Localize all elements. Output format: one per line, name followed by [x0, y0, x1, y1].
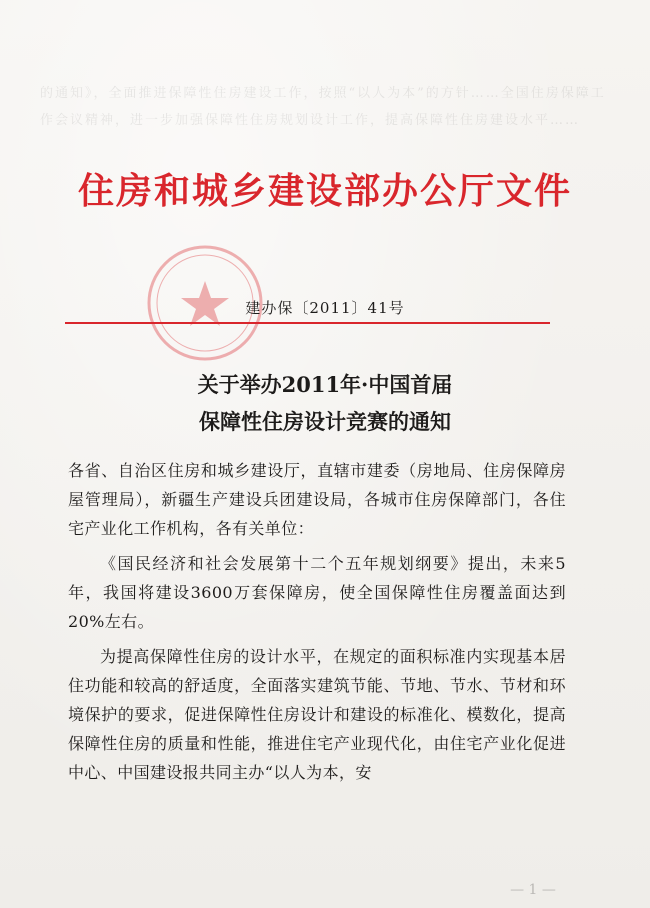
red-divider-line	[65, 322, 550, 324]
notice-title-line-2: 保障性住房设计竞赛的通知	[199, 409, 451, 434]
bleed-through-text: 的通知》，全面推进保障性住房建设工作，按照“以人为本”的方针……全国住房保障工作会议精神，进一步加强保障性住房规划设计工作，提高保障性住房建设水平……	[40, 86, 606, 128]
body-paragraph-1: 《国民经济和社会发展第十二个五年规划纲要》提出，未来5年，我国将建设3600万套保障房，使全国保障性住房覆盖面达到20%左右。	[68, 554, 566, 631]
page-number: — 1 —	[510, 882, 556, 898]
body-paragraph-2: 为提高保障性住房的设计水平，在规定的面积标准内实现基本居住功能和较高的舒适度，全面落实建筑节能、节地、节水、节材和环境保护的要求，促进保障性住房设计和建设的标准化、模数化，提高保障性住房的质量和性能，推进住宅产业现代化，由住宅产业化促进中心、中国建设报共同主办“以人为本，安	[68, 647, 566, 782]
addressee-paragraph: 各省、自治区住房和城乡建设厅，直辖市建委（房地局、住房保障房屋管理局），新疆生产建设兵团建设局，各城市住房保障部门，各住宅产业化工作机构，各有关单位：	[68, 461, 566, 538]
document-number: 建办保〔2011〕41号	[245, 299, 405, 317]
notice-title-line-1: 关于举办2011年·中国首届	[197, 372, 453, 397]
notice-title	[0, 366, 650, 440]
issuer-header-title: 住房和城乡建设部办公厅文件	[77, 170, 572, 212]
notice-body	[68, 456, 566, 793]
